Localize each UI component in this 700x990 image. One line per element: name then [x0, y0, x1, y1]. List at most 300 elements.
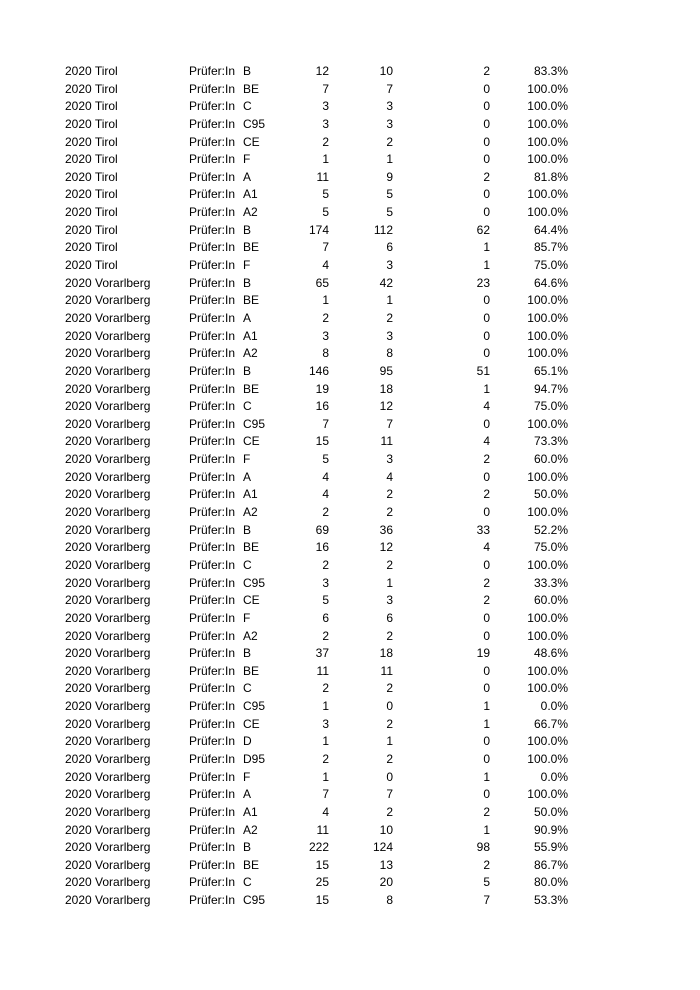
table-row: [0, 328, 700, 346]
cell-failed: 98: [476, 840, 490, 855]
cell-role: Prüfer:In: [189, 505, 236, 520]
cell-failed: 2: [483, 452, 490, 467]
cell-total: 15: [315, 893, 329, 908]
cell-year-state: 2020 Vorarlberg: [65, 751, 151, 766]
cell-passed: 2: [386, 487, 393, 502]
cell-year-state: 2020 Vorarlberg: [65, 769, 151, 784]
cell-total: 174: [308, 222, 329, 237]
cell-total: 4: [322, 487, 329, 502]
cell-license-class: C95: [243, 116, 266, 131]
cell-license-class: BE: [243, 81, 260, 96]
cell-year-state: 2020 Vorarlberg: [65, 452, 151, 467]
cell-failed: 4: [483, 399, 490, 414]
cell-role: Prüfer:In: [189, 116, 236, 131]
cell-role: Prüfer:In: [189, 328, 236, 343]
cell-pass-rate: 53.3%: [533, 893, 568, 908]
cell-passed: 2: [386, 628, 393, 643]
cell-failed: 5: [483, 875, 490, 890]
cell-failed: 0: [483, 328, 490, 343]
cell-passed: 2: [386, 557, 393, 572]
cell-total: 12: [315, 64, 329, 78]
cell-role: Prüfer:In: [189, 663, 236, 678]
cell-year-state: 2020 Vorarlberg: [65, 416, 151, 431]
cell-year-state: 2020 Vorarlberg: [65, 857, 151, 872]
cell-year-state: 2020 Tirol: [65, 99, 118, 114]
table-row: [0, 628, 700, 646]
table-row: [0, 186, 700, 204]
cell-total: 2: [322, 628, 329, 643]
cell-total: 7: [322, 81, 329, 96]
cell-role: Prüfer:In: [189, 275, 236, 290]
cell-year-state: 2020 Tirol: [65, 258, 118, 273]
cell-license-class: C: [243, 875, 252, 890]
cell-year-state: 2020 Vorarlberg: [65, 522, 151, 537]
cell-total: 5: [322, 205, 329, 220]
cell-total: 25: [315, 875, 329, 890]
cell-license-class: A2: [243, 822, 258, 837]
cell-year-state: 2020 Tirol: [65, 222, 118, 237]
table-row: [0, 222, 700, 240]
cell-role: Prüfer:In: [189, 646, 236, 661]
cell-pass-rate: 83.3%: [533, 64, 568, 78]
cell-pass-rate: 60.0%: [533, 593, 568, 608]
table-row: [0, 451, 700, 469]
cell-license-class: BE: [243, 240, 260, 255]
cell-failed: 33: [476, 522, 490, 537]
cell-total: 222: [308, 840, 329, 855]
cell-pass-rate: 100.0%: [527, 505, 568, 520]
cell-role: Prüfer:In: [189, 81, 236, 96]
cell-failed: 0: [483, 310, 490, 325]
table-row: [0, 680, 700, 698]
cell-total: 16: [315, 399, 329, 414]
cell-role: Prüfer:In: [189, 452, 236, 467]
cell-total: 19: [315, 381, 329, 396]
cell-failed: 1: [483, 822, 490, 837]
cell-total: 5: [322, 187, 329, 202]
cell-license-class: B: [243, 840, 252, 855]
cell-role: Prüfer:In: [189, 557, 236, 572]
cell-passed: 1: [386, 734, 393, 749]
cell-role: Prüfer:In: [189, 258, 236, 273]
cell-passed: 1: [386, 152, 393, 167]
cell-license-class: A: [243, 787, 252, 802]
cell-total: 5: [322, 593, 329, 608]
cell-total: 2: [322, 505, 329, 520]
cell-role: Prüfer:In: [189, 734, 236, 749]
cell-role: Prüfer:In: [189, 99, 236, 114]
table-row: [0, 610, 700, 628]
cell-year-state: 2020 Vorarlberg: [65, 346, 151, 361]
cell-pass-rate: 100.0%: [527, 416, 568, 431]
cell-pass-rate: 100.0%: [527, 751, 568, 766]
cell-failed: 0: [483, 681, 490, 696]
cell-role: Prüfer:In: [189, 293, 236, 308]
cell-passed: 11: [380, 663, 393, 678]
cell-role: Prüfer:In: [189, 152, 236, 167]
cell-role: Prüfer:In: [189, 769, 236, 784]
cell-passed: 2: [386, 751, 393, 766]
cell-license-class: C: [243, 681, 252, 696]
cell-year-state: 2020 Vorarlberg: [65, 840, 151, 855]
cell-total: 4: [322, 804, 329, 819]
cell-pass-rate: 100.0%: [527, 628, 568, 643]
cell-passed: 7: [386, 416, 393, 431]
cell-failed: 2: [483, 487, 490, 502]
cell-failed: 1: [483, 381, 490, 396]
table-row: [0, 204, 700, 222]
table-row: [0, 645, 700, 663]
cell-passed: 95: [379, 363, 393, 378]
cell-license-class: B: [243, 646, 252, 661]
cell-passed: 18: [379, 381, 393, 396]
cell-failed: 0: [483, 99, 490, 114]
cell-license-class: A1: [243, 804, 258, 819]
cell-passed: 42: [379, 275, 393, 290]
cell-year-state: 2020 Tirol: [65, 64, 118, 78]
cell-failed: 0: [483, 751, 490, 766]
cell-total: 2: [322, 751, 329, 766]
cell-total: 5: [322, 452, 329, 467]
cell-total: 11: [316, 169, 329, 184]
cell-role: Prüfer:In: [189, 751, 236, 766]
table-row: [0, 892, 700, 910]
cell-failed: 0: [483, 469, 490, 484]
cell-failed: 0: [483, 346, 490, 361]
cell-year-state: 2020 Tirol: [65, 116, 118, 131]
cell-passed: 2: [386, 716, 393, 731]
cell-pass-rate: 75.0%: [533, 540, 568, 555]
cell-passed: 0: [386, 699, 393, 714]
cell-pass-rate: 100.0%: [527, 787, 568, 802]
cell-year-state: 2020 Vorarlberg: [65, 734, 151, 749]
cell-failed: 0: [483, 787, 490, 802]
table-row: [0, 786, 700, 804]
cell-total: 15: [315, 857, 329, 872]
table-row: [0, 716, 700, 734]
cell-role: Prüfer:In: [189, 64, 236, 78]
table-row: [0, 81, 700, 99]
cell-year-state: 2020 Vorarlberg: [65, 540, 151, 555]
cell-failed: 4: [483, 540, 490, 555]
cell-passed: 12: [379, 540, 393, 555]
cell-passed: 5: [386, 205, 393, 220]
cell-total: 2: [322, 681, 329, 696]
cell-license-class: F: [243, 152, 251, 167]
cell-pass-rate: 64.4%: [533, 222, 568, 237]
cell-license-class: A2: [243, 346, 258, 361]
cell-passed: 2: [386, 134, 393, 149]
cell-role: Prüfer:In: [189, 610, 236, 625]
table-row: [0, 839, 700, 857]
cell-total: 1: [322, 769, 329, 784]
cell-role: Prüfer:In: [189, 416, 236, 431]
table-row: [0, 63, 700, 81]
cell-pass-rate: 64.6%: [533, 275, 568, 290]
cell-pass-rate: 60.0%: [533, 452, 568, 467]
cell-pass-rate: 100.0%: [527, 205, 568, 220]
cell-pass-rate: 100.0%: [527, 134, 568, 149]
cell-year-state: 2020 Vorarlberg: [65, 628, 151, 643]
cell-passed: 11: [380, 434, 393, 449]
cell-total: 8: [322, 346, 329, 361]
cell-failed: 51: [476, 363, 490, 378]
cell-role: Prüfer:In: [189, 310, 236, 325]
cell-role: Prüfer:In: [189, 222, 236, 237]
cell-total: 1: [322, 734, 329, 749]
cell-failed: 1: [483, 769, 490, 784]
cell-passed: 10: [379, 822, 393, 837]
cell-year-state: 2020 Vorarlberg: [65, 363, 151, 378]
cell-failed: 0: [483, 628, 490, 643]
cell-failed: 0: [483, 293, 490, 308]
cell-passed: 1: [386, 293, 393, 308]
cell-year-state: 2020 Vorarlberg: [65, 328, 151, 343]
cell-failed: 0: [483, 134, 490, 149]
cell-passed: 9: [386, 169, 393, 184]
cell-failed: 0: [483, 187, 490, 202]
cell-passed: 6: [386, 240, 393, 255]
table-row: [0, 275, 700, 293]
cell-license-class: BE: [243, 857, 260, 872]
cell-pass-rate: 55.9%: [533, 840, 568, 855]
cell-year-state: 2020 Vorarlberg: [65, 310, 151, 325]
cell-pass-rate: 80.0%: [533, 875, 568, 890]
cell-year-state: 2020 Vorarlberg: [65, 557, 151, 572]
cell-year-state: 2020 Vorarlberg: [65, 487, 151, 502]
cell-failed: 19: [476, 646, 490, 661]
cell-year-state: 2020 Vorarlberg: [65, 293, 151, 308]
cell-role: Prüfer:In: [189, 363, 236, 378]
cell-failed: 1: [483, 716, 490, 731]
cell-pass-rate: 94.7%: [533, 381, 568, 396]
cell-failed: 62: [476, 222, 490, 237]
cell-license-class: D: [243, 734, 252, 749]
cell-pass-rate: 0.0%: [540, 769, 568, 784]
cell-passed: 3: [386, 99, 393, 114]
cell-pass-rate: 50.0%: [533, 487, 568, 502]
cell-license-class: CE: [243, 716, 260, 731]
cell-total: 1: [322, 699, 329, 714]
table-row: [0, 857, 700, 875]
cell-year-state: 2020 Vorarlberg: [65, 593, 151, 608]
table-row: [0, 751, 700, 769]
cell-total: 2: [322, 310, 329, 325]
cell-passed: 0: [386, 769, 393, 784]
cell-passed: 3: [386, 328, 393, 343]
cell-role: Prüfer:In: [189, 628, 236, 643]
cell-role: Prüfer:In: [189, 699, 236, 714]
cell-failed: 0: [483, 557, 490, 572]
cell-role: Prüfer:In: [189, 522, 236, 537]
table-row: [0, 239, 700, 257]
cell-failed: 0: [483, 734, 490, 749]
cell-passed: 2: [386, 505, 393, 520]
cell-license-class: F: [243, 610, 251, 625]
table-row: [0, 134, 700, 152]
cell-failed: 2: [483, 857, 490, 872]
cell-failed: 0: [483, 152, 490, 167]
cell-failed: 0: [483, 505, 490, 520]
cell-license-class: C: [243, 557, 252, 572]
cell-role: Prüfer:In: [189, 487, 236, 502]
cell-passed: 13: [379, 857, 393, 872]
cell-license-class: B: [243, 222, 252, 237]
cell-year-state: 2020 Vorarlberg: [65, 663, 151, 678]
cell-year-state: 2020 Vorarlberg: [65, 646, 151, 661]
table-row: [0, 575, 700, 593]
cell-passed: 6: [386, 610, 393, 625]
cell-pass-rate: 100.0%: [527, 663, 568, 678]
cell-year-state: 2020 Vorarlberg: [65, 505, 151, 520]
table-row: [0, 292, 700, 310]
cell-role: Prüfer:In: [189, 469, 236, 484]
cell-year-state: 2020 Vorarlberg: [65, 822, 151, 837]
cell-passed: 3: [386, 116, 393, 131]
cell-year-state: 2020 Vorarlberg: [65, 893, 151, 908]
cell-pass-rate: 48.6%: [533, 646, 568, 661]
cell-role: Prüfer:In: [189, 240, 236, 255]
cell-year-state: 2020 Vorarlberg: [65, 469, 151, 484]
cell-passed: 3: [386, 452, 393, 467]
cell-license-class: C95: [243, 416, 266, 431]
cell-role: Prüfer:In: [189, 575, 236, 590]
cell-license-class: A1: [243, 187, 258, 202]
cell-total: 69: [315, 522, 329, 537]
cell-passed: 5: [386, 187, 393, 202]
cell-license-class: BE: [243, 381, 260, 396]
cell-pass-rate: 75.0%: [533, 399, 568, 414]
cell-total: 1: [322, 293, 329, 308]
cell-passed: 2: [386, 804, 393, 819]
cell-failed: 2: [483, 169, 490, 184]
cell-pass-rate: 100.0%: [527, 328, 568, 343]
cell-pass-rate: 100.0%: [527, 293, 568, 308]
cell-year-state: 2020 Vorarlberg: [65, 716, 151, 731]
cell-failed: 1: [483, 258, 490, 273]
table-row: [0, 381, 700, 399]
cell-total: 3: [322, 116, 329, 131]
cell-passed: 10: [379, 64, 393, 78]
cell-passed: 1: [386, 575, 393, 590]
cell-license-class: F: [243, 769, 251, 784]
cell-failed: 4: [483, 434, 490, 449]
table-row: [0, 310, 700, 328]
cell-role: Prüfer:In: [189, 434, 236, 449]
cell-year-state: 2020 Tirol: [65, 152, 118, 167]
cell-year-state: 2020 Vorarlberg: [65, 787, 151, 802]
cell-role: Prüfer:In: [189, 187, 236, 202]
cell-total: 2: [322, 134, 329, 149]
cell-year-state: 2020 Vorarlberg: [65, 275, 151, 290]
table-row: [0, 504, 700, 522]
cell-license-class: B: [243, 363, 252, 378]
cell-failed: 0: [483, 610, 490, 625]
table-row: [0, 469, 700, 487]
cell-passed: 3: [386, 593, 393, 608]
cell-year-state: 2020 Tirol: [65, 187, 118, 202]
cell-year-state: 2020 Tirol: [65, 81, 118, 96]
cell-license-class: C95: [243, 699, 266, 714]
cell-failed: 1: [483, 699, 490, 714]
cell-license-class: BE: [243, 540, 260, 555]
table-row: [0, 769, 700, 787]
cell-year-state: 2020 Tirol: [65, 205, 118, 220]
cell-license-class: B: [243, 64, 252, 78]
cell-pass-rate: 66.7%: [533, 716, 568, 731]
table-row: [0, 822, 700, 840]
cell-license-class: A2: [243, 505, 258, 520]
cell-license-class: C: [243, 99, 252, 114]
cell-total: 7: [322, 240, 329, 255]
cell-license-class: D95: [243, 751, 266, 766]
cell-pass-rate: 86.7%: [533, 857, 568, 872]
cell-passed: 8: [386, 346, 393, 361]
cell-passed: 124: [372, 840, 393, 855]
cell-role: Prüfer:In: [189, 169, 236, 184]
cell-failed: 0: [483, 81, 490, 96]
table-row: [0, 116, 700, 134]
cell-total: 37: [315, 646, 329, 661]
data-table: [0, 63, 700, 910]
cell-pass-rate: 100.0%: [527, 310, 568, 325]
cell-total: 11: [316, 822, 329, 837]
cell-year-state: 2020 Tirol: [65, 169, 118, 184]
cell-role: Prüfer:In: [189, 681, 236, 696]
cell-pass-rate: 100.0%: [527, 187, 568, 202]
cell-total: 7: [322, 416, 329, 431]
table-row: [0, 416, 700, 434]
cell-passed: 18: [379, 646, 393, 661]
cell-license-class: C: [243, 399, 252, 414]
cell-passed: 2: [386, 310, 393, 325]
cell-pass-rate: 81.8%: [533, 169, 568, 184]
cell-license-class: C95: [243, 575, 266, 590]
cell-year-state: 2020 Vorarlberg: [65, 610, 151, 625]
cell-passed: 4: [386, 469, 393, 484]
cell-year-state: 2020 Vorarlberg: [65, 575, 151, 590]
table-row: [0, 433, 700, 451]
cell-year-state: 2020 Tirol: [65, 134, 118, 149]
cell-pass-rate: 73.3%: [533, 434, 568, 449]
cell-license-class: C95: [243, 893, 266, 908]
cell-license-class: A2: [243, 205, 258, 220]
cell-role: Prüfer:In: [189, 716, 236, 731]
cell-total: 65: [315, 275, 329, 290]
cell-pass-rate: 100.0%: [527, 81, 568, 96]
cell-license-class: CE: [243, 593, 260, 608]
cell-pass-rate: 100.0%: [527, 469, 568, 484]
cell-pass-rate: 65.1%: [533, 363, 568, 378]
cell-total: 146: [308, 363, 329, 378]
cell-license-class: A2: [243, 628, 258, 643]
cell-year-state: 2020 Vorarlberg: [65, 804, 151, 819]
cell-failed: 0: [483, 205, 490, 220]
cell-passed: 12: [379, 399, 393, 414]
cell-total: 15: [315, 434, 329, 449]
cell-pass-rate: 100.0%: [527, 346, 568, 361]
cell-role: Prüfer:In: [189, 857, 236, 872]
cell-total: 16: [315, 540, 329, 555]
cell-license-class: CE: [243, 434, 260, 449]
table-row: [0, 663, 700, 681]
table-row: [0, 169, 700, 187]
table-row: [0, 98, 700, 116]
cell-pass-rate: 50.0%: [533, 804, 568, 819]
cell-license-class: B: [243, 522, 252, 537]
cell-passed: 3: [386, 258, 393, 273]
cell-failed: 2: [483, 575, 490, 590]
